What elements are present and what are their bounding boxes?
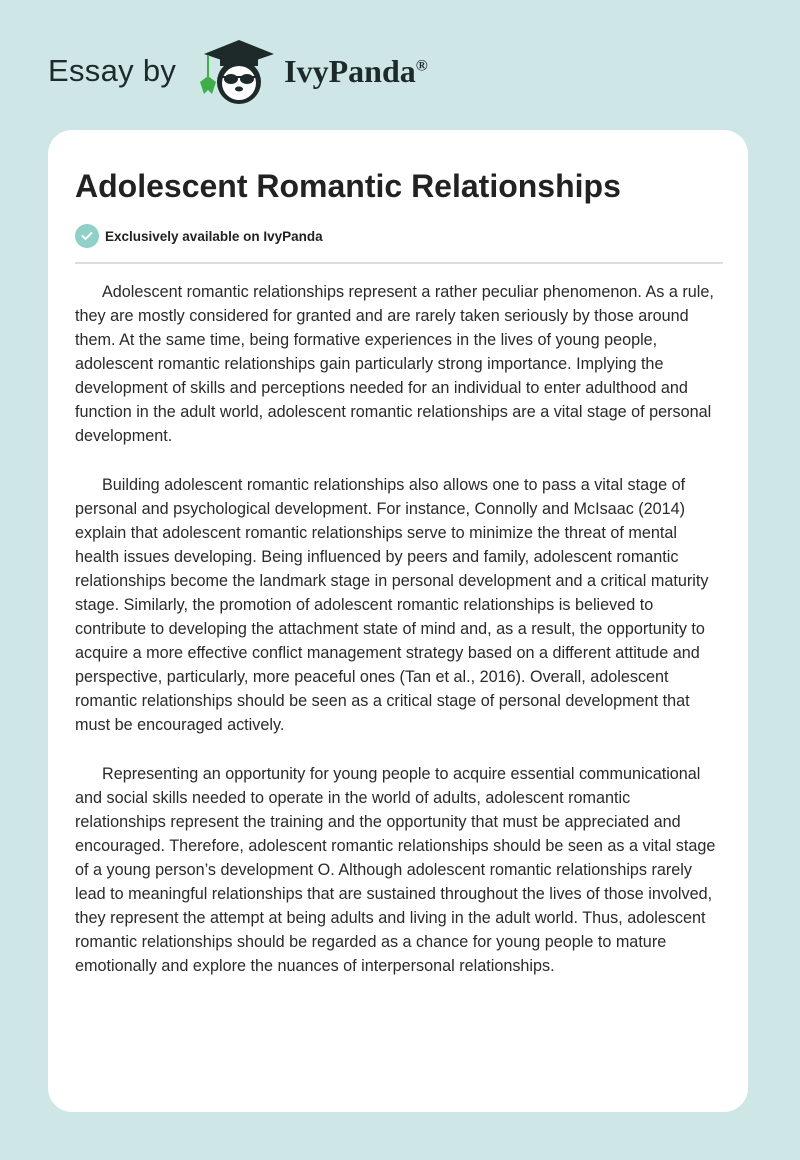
essay-title: Adolescent Romantic Relationships: [75, 168, 621, 204]
paragraph: Building adolescent romantic relationships also allows one to pass a vital stage of personal and psychological development. For instance, Connolly and McIsaac (2014) explain that adolescent romantic relationships serve to minimize the threat of mental health issues developing. Being influenced by peers and family, adolescent romantic relationships become the landmark stage in personal development and a critical maturity stage. Similarly, the promotion of adolescent romantic relationships is believed to contribute to developing the attachment state of mind and, as a result, the opportunity to acquire a more effective conflict management strategy based on a different attitude and perspective, particularly, more peaceful ones (Tan et al., 2016). Overall, adolescent romantic relationships should be seen as a critical stage of personal development that must be encouraged actively.: [75, 476, 709, 734]
ivypanda-logo-icon[interactable]: [194, 36, 278, 106]
check-icon: [75, 224, 99, 248]
paragraph: Adolescent romantic relationships represent a rather peculiar phenomenon. As a rule, they are mostly considered for granted and are rarely taken seriously by those around them. At the same time, being formative experiences in the lives of young people, adolescent romantic relationships gain particularly strong importance. Implying the development of skills and perceptions needed for an individual to enter adulthood and function in the adult world, adolescent romantic relationships are a vital stage of personal development.: [75, 283, 714, 445]
badge-text: Exclusively available on IvyPanda: [105, 228, 323, 244]
essay-by-label: Essay by: [48, 53, 177, 88]
paragraph: Representing an opportunity for young people to acquire essential communicational and social skills needed to operate in the world of adults, adolescent romantic relationships represent the training and the opportunity that must be appreciated and encouraged. Therefore, adolescent romantic relationships should be seen as a vital stage of a young person’s development O. Although adolescent romantic relationships rarely lead to meaningful relationships that are sustained throughout the lives of those involved, they represent the attempt at being adults and living in the adult world. Thus, adolescent romantic relationships should be regarded as a chance for young people to mature emotionally and explore the nuances of interpersonal relationships.: [75, 765, 716, 975]
brand-name[interactable]: IvyPanda®: [284, 52, 428, 89]
site-header: [48, 36, 428, 106]
essay-card: [48, 130, 748, 1112]
exclusive-badge: [75, 224, 723, 248]
divider: [75, 262, 723, 264]
